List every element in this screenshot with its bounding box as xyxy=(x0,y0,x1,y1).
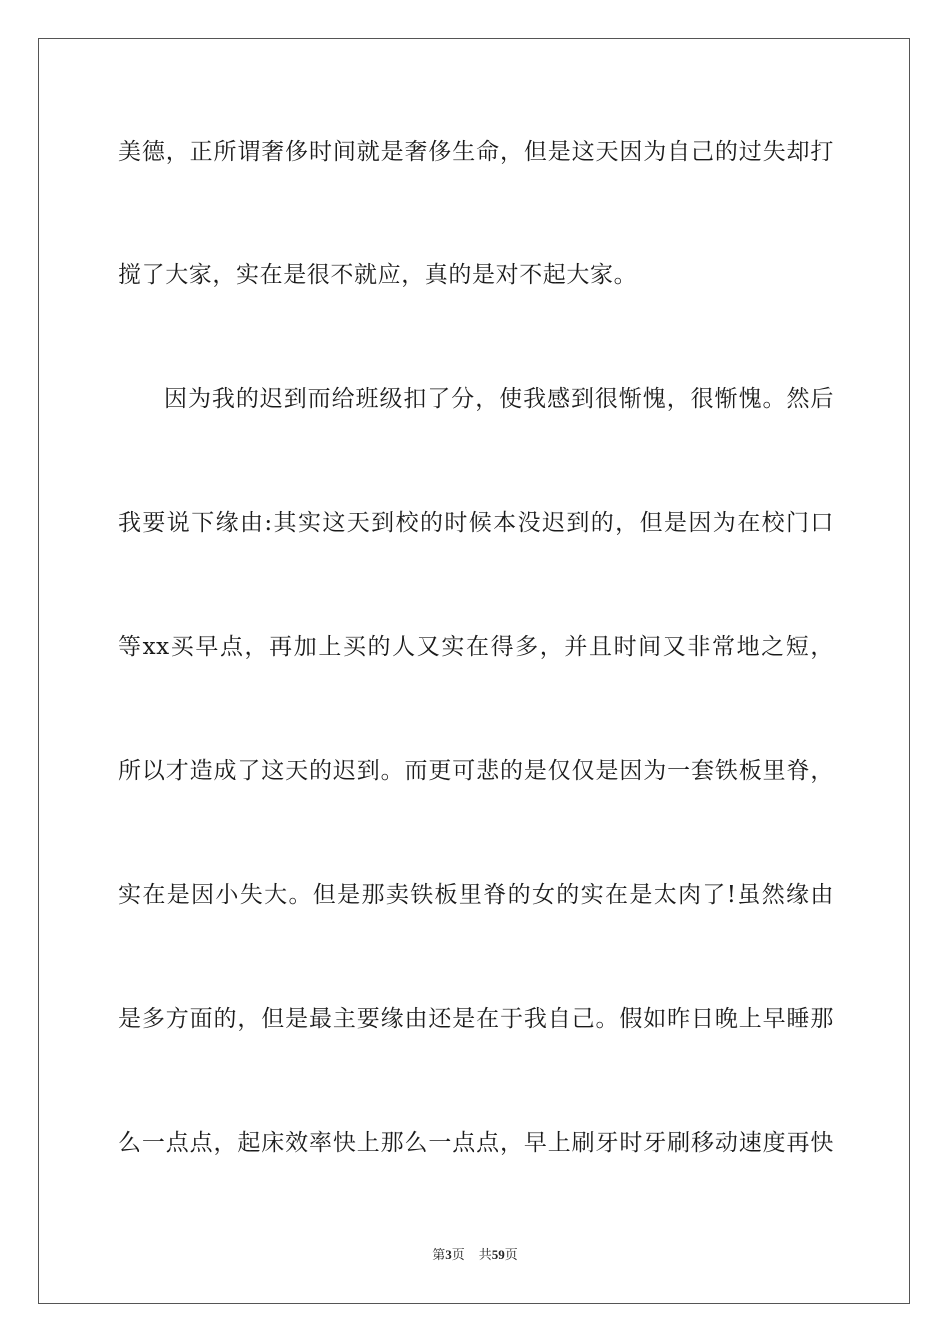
text-line-5: 等xx买早点，再加上买的人又实在得多，并且时间又非常地之短， xyxy=(118,634,834,660)
text-line-8: 是多方面的，但是最主要缘由还是在于我自己。假如昨日晚上早睡那 xyxy=(118,1006,834,1032)
text-line-9: 么一点点，起床效率快上那么一点点，早上刷牙时牙刷移动速度再快 xyxy=(118,1130,834,1156)
text-line-3: 因为我的迟到而给班级扣了分，使我感到很惭愧，很惭愧。然后 xyxy=(164,386,834,412)
total-pages-indicator: 共59页 xyxy=(478,1247,518,1263)
page-border xyxy=(38,38,910,1304)
text-line-6: 所以才造成了这天的迟到。而更可悲的是仅仅是因为一套铁板里脊， xyxy=(118,758,834,784)
text-line-2: 搅了大家，实在是很不就应，真的是对不起大家。 xyxy=(118,262,638,288)
total-pages: 59 xyxy=(491,1247,505,1262)
text-line-7: 实在是因小失大。但是那卖铁板里脊的女的实在是太肉了!虽然缘由 xyxy=(118,882,834,908)
page-number: 3 xyxy=(445,1247,452,1262)
text-line-4: 我要说下缘由:其实这天到校的时候本没迟到的，但是因为在校门口 xyxy=(118,510,834,536)
text-line-1: 美德，正所谓奢侈时间就是奢侈生命，但是这天因为自己的过失却打 xyxy=(118,139,834,165)
page-footer xyxy=(0,1246,950,1265)
page-indicator: 第3页 xyxy=(432,1247,465,1263)
